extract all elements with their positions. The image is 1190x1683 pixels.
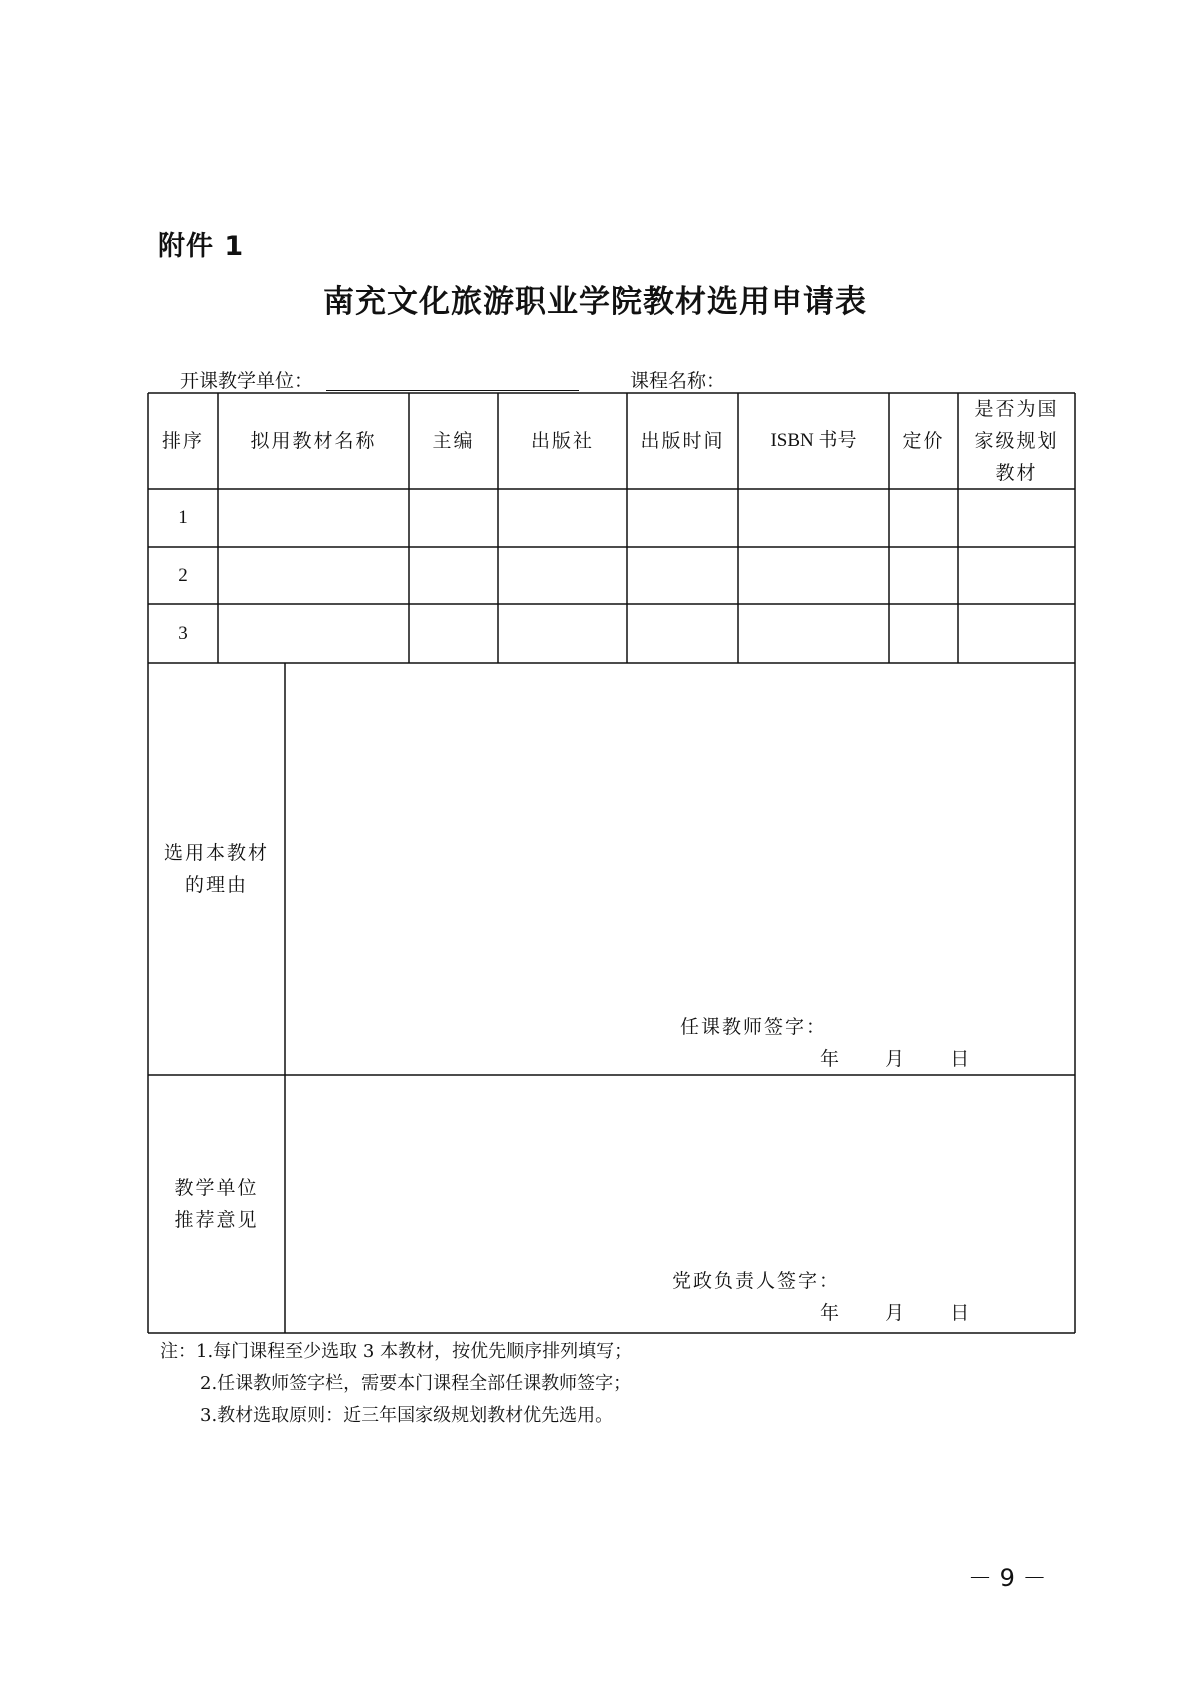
date-day: 日 — [950, 1302, 970, 1324]
date-month: 月 — [885, 1048, 905, 1070]
unit-input-line[interactable] — [326, 390, 579, 391]
header-isbn: ISBN 书号 — [770, 430, 857, 451]
header-national-line: 家级规划 — [974, 430, 1059, 452]
unit-opinion-label — [148, 1075, 285, 1333]
date-year: 年 — [820, 1048, 840, 1070]
leader-date — [820, 1298, 969, 1325]
header-publisher: 出版社 — [530, 430, 594, 452]
date-day: 日 — [950, 1048, 970, 1070]
header-rank: 排序 — [161, 430, 204, 452]
notes — [160, 1336, 632, 1432]
row-rank-2: 2 — [178, 564, 188, 586]
header-national-line: 是否为国 — [974, 398, 1059, 420]
note-line: 注：1.每门课程至少选取 3 本教材，按优先顺序排列填写； — [160, 1341, 633, 1362]
row-rank-3: 3 — [178, 622, 188, 644]
header-price: 定价 — [902, 430, 945, 452]
header-textbook-name: 拟用教材名称 — [250, 430, 377, 452]
attachment-label: 附件 1 — [158, 231, 245, 262]
header-national-planned — [958, 393, 1075, 489]
teacher-date — [820, 1044, 969, 1071]
row-rank-1: 1 — [178, 507, 188, 528]
header-national-line: 教材 — [995, 462, 1038, 484]
form-table-grid — [148, 393, 1075, 1333]
date-year: 年 — [820, 1302, 840, 1324]
header-publish-date: 出版时间 — [640, 430, 725, 452]
date-month: 月 — [885, 1302, 905, 1324]
unit-opinion-label-line: 教学单位 — [174, 1177, 259, 1199]
reason-label-line: 的理由 — [184, 874, 248, 896]
unit-label: 开课教学单位： — [180, 370, 314, 392]
note-line: 2.任课教师签字栏，需要本门课程全部任课教师签字； — [200, 1373, 632, 1394]
form-title: 南充文化旅游职业学院教材选用申请表 — [323, 284, 867, 320]
reason-label-line: 选用本教材 — [163, 842, 269, 864]
reason-label — [148, 663, 285, 1075]
leader-signature-label: 党政负责人签字： — [672, 1270, 841, 1292]
page-number: － 9 － — [968, 1564, 1047, 1592]
teacher-signature-label: 任课教师签字： — [680, 1016, 828, 1038]
note-line: 3.教材选取原则：近三年国家级规划教材优先选用。 — [200, 1405, 614, 1426]
unit-opinion-label-line: 推荐意见 — [174, 1209, 259, 1231]
course-label: 课程名称： — [630, 370, 726, 392]
header-editor: 主编 — [432, 430, 475, 452]
